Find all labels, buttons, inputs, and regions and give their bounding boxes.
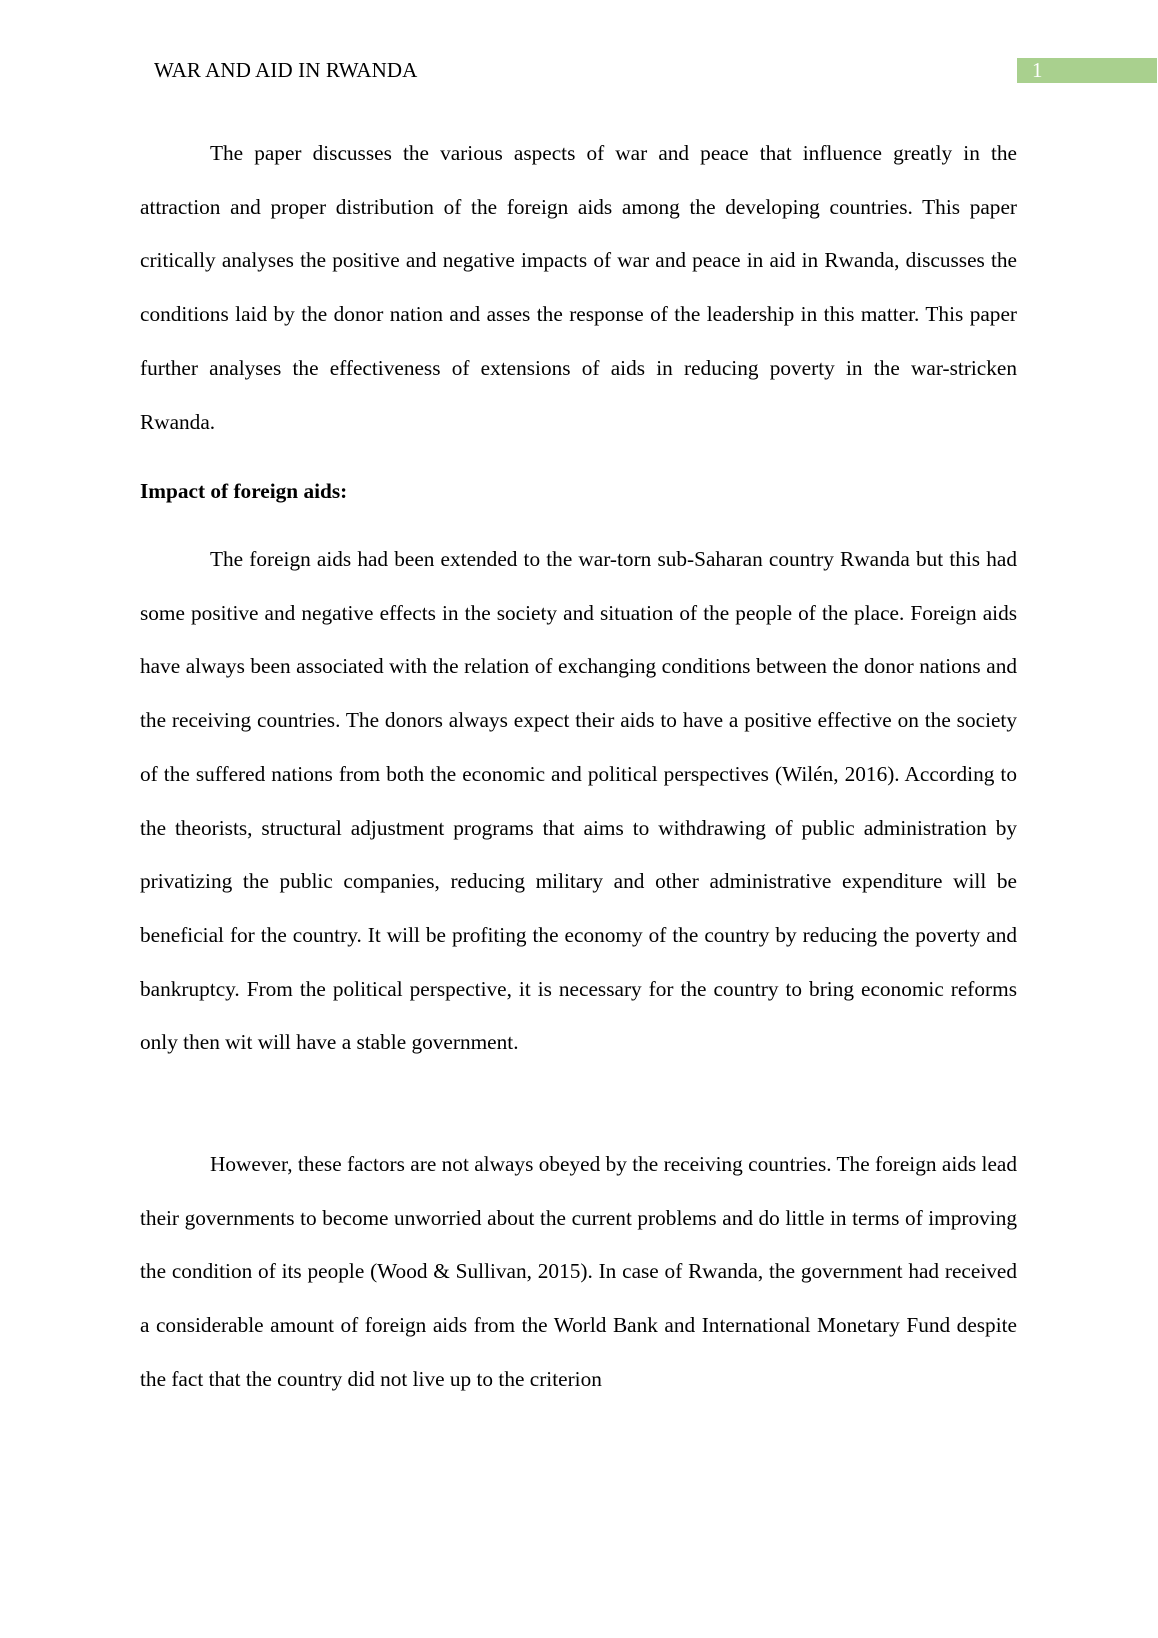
body-paragraph: The paper discusses the various aspects of war and peace that influence greatly in the attraction and proper distribution of the foreign aids among the developing countries. This paper critically analyses the positive and negative impacts of war and peace in aid in Rwanda, discusses the conditions laid by the donor nation and asses the response of the leadership in this matter. This paper further analyses the effectiveness of extensions of aids in reducing poverty in the war-stricken Rwanda. [140,141,1017,434]
body-paragraph: The foreign aids had been extended to the war-torn sub-Saharan country Rwanda but this had some positive and negative effects in the society and situation of the people of the place. Foreign aids have always been associated with the relation of exchanging conditions between the donor nations and the receiving countries. The donors always expect their aids to have a positive effective on the society of the suffered nations from both the economic and political perspectives (Wilén, 2016). According to the theorists, structural adjustment programs that aims to withdrawing of public administration by privatizing the public companies, reducing military and other administrative expenditure will be beneficial for the country. It will be profiting the economy of the country by reducing the poverty and bankruptcy. From the political perspective, it is necessary for the country to bring economic reforms only then wit will have a stable government. [140,547,1017,1055]
section-heading: Impact of foreign aids: [140,479,348,503]
body-paragraph: However, these factors are not always obeyed by the receiving countries. The foreign aids lead their governments to become unworried about the current problems and do little in terms of improving the condition of its people (Wood & Sullivan, 2015). In case of Rwanda, the government had received a considerable amount of foreign aids from the World Bank and International Monetary Fund despite the fact that the country did not live up to the criterion [140,1152,1017,1391]
running-head: WAR AND AID IN RWANDA [154,58,418,82]
page-number: 1 [1017,58,1157,83]
